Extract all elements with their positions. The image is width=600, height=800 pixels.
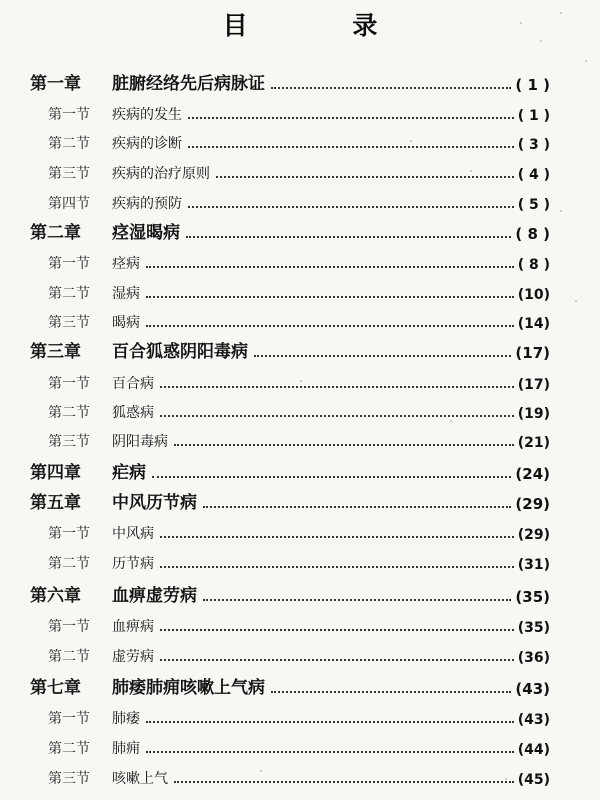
page-number: (21) xyxy=(517,435,550,451)
chapter-name: 疟病 xyxy=(112,463,146,483)
toc-section-row xyxy=(48,702,550,728)
section-name: 虚劳病 xyxy=(112,649,154,665)
chapter-name: 血痹虚劳病 xyxy=(112,586,197,606)
chapter-label: 第五章 xyxy=(30,493,81,513)
section-label: 第二节 xyxy=(48,405,90,421)
section-name: 狐惑病 xyxy=(112,405,154,421)
page-number: ( 3 ) xyxy=(517,137,550,153)
toc-section-row xyxy=(48,127,550,153)
scan-speck xyxy=(540,40,542,42)
chapter-label: 第六章 xyxy=(30,586,81,606)
page-number: (45) xyxy=(517,772,550,788)
section-label: 第三节 xyxy=(48,434,90,450)
scan-speck xyxy=(450,420,452,422)
dot-leader xyxy=(152,475,511,478)
toc-section-row xyxy=(48,247,550,273)
dot-leader xyxy=(160,385,514,388)
dot-leader xyxy=(146,295,514,298)
page-number: (17) xyxy=(515,344,550,362)
section-name: 疾病的预防 xyxy=(112,196,182,212)
section-label: 第二节 xyxy=(48,136,90,152)
toc-section-row xyxy=(48,367,550,393)
dot-leader xyxy=(188,205,514,208)
dot-leader xyxy=(271,86,511,89)
section-name: 百合病 xyxy=(112,376,154,392)
scan-speck xyxy=(470,170,472,172)
page-number: (35) xyxy=(517,620,550,636)
section-label: 第三节 xyxy=(48,166,90,182)
dot-leader xyxy=(271,690,511,693)
page-number: (35) xyxy=(515,588,550,606)
dot-leader xyxy=(160,565,514,568)
scan-speck xyxy=(300,380,302,382)
page-number: (31) xyxy=(517,557,550,573)
section-name: 疾病的诊断 xyxy=(112,136,182,152)
dot-leader xyxy=(160,414,514,417)
dot-leader xyxy=(188,116,514,119)
dot-leader xyxy=(186,235,511,238)
section-label: 第三节 xyxy=(48,315,90,331)
page-number: ( 1 ) xyxy=(517,108,550,124)
toc-section-row xyxy=(48,640,550,666)
section-label: 第一节 xyxy=(48,619,90,635)
page-number: (36) xyxy=(517,650,550,666)
page-number: ( 1 ) xyxy=(515,76,550,94)
scan-speck xyxy=(560,210,562,212)
section-name: 痉病 xyxy=(112,256,140,272)
page-number: (43) xyxy=(517,712,550,728)
toc-section-row xyxy=(48,610,550,636)
page-number: ( 8 ) xyxy=(517,257,550,273)
dot-leader xyxy=(160,535,514,538)
section-name: 疾病的治疗原则 xyxy=(112,166,210,182)
toc-section-row xyxy=(48,277,550,303)
page-number: ( 4 ) xyxy=(517,167,550,183)
dot-leader xyxy=(146,265,514,268)
toc-chapter-row xyxy=(30,68,550,94)
page-title: 目 录 xyxy=(222,11,426,40)
chapter-name: 中风历节病 xyxy=(112,493,197,513)
chapter-label: 第四章 xyxy=(30,463,81,483)
toc-chapter-row xyxy=(30,217,550,243)
section-name: 疾病的发生 xyxy=(112,107,182,123)
section-name: 中风病 xyxy=(112,526,154,542)
page-number: ( 8 ) xyxy=(515,225,550,243)
dot-leader xyxy=(203,598,511,601)
chapter-label: 第三章 xyxy=(30,342,81,362)
toc-section-row xyxy=(48,425,550,451)
page-number: (19) xyxy=(517,406,550,422)
dot-leader xyxy=(146,750,514,753)
toc-section-row xyxy=(48,396,550,422)
section-name: 湿病 xyxy=(112,286,140,302)
page-number: (10) xyxy=(517,287,550,303)
chapter-name: 百合狐惑阴阳毒病 xyxy=(112,342,248,362)
section-label: 第二节 xyxy=(48,649,90,665)
chapter-name: 肺痿肺痈咳嗽上气病 xyxy=(112,678,265,698)
dot-leader xyxy=(254,354,511,357)
section-name: 历节病 xyxy=(112,556,154,572)
section-label: 第一节 xyxy=(48,711,90,727)
section-label: 第二节 xyxy=(48,286,90,302)
section-name: 阴阳毒病 xyxy=(112,434,168,450)
page-number: (44) xyxy=(517,742,550,758)
toc-section-row xyxy=(48,547,550,573)
toc-chapter-row xyxy=(30,457,550,483)
toc-section-row xyxy=(48,517,550,543)
scan-speck xyxy=(505,778,507,780)
dot-leader xyxy=(216,175,514,178)
dot-leader xyxy=(174,780,514,783)
page-number: (29) xyxy=(517,527,550,543)
chapter-label: 第二章 xyxy=(30,223,81,243)
page-number: (17) xyxy=(517,377,550,393)
page-number: (24) xyxy=(515,465,550,483)
page-number: ( 5 ) xyxy=(517,197,550,213)
toc-section-row xyxy=(48,157,550,183)
section-label: 第一节 xyxy=(48,107,90,123)
scan-speck xyxy=(260,770,262,772)
scan-speck xyxy=(575,300,577,302)
toc-section-row xyxy=(48,732,550,758)
section-label: 第四节 xyxy=(48,196,90,212)
dot-leader xyxy=(160,628,514,631)
toc-section-row xyxy=(48,187,550,213)
section-label: 第三节 xyxy=(48,771,90,787)
scan-speck xyxy=(410,140,412,142)
dot-leader xyxy=(174,443,514,446)
dot-leader xyxy=(160,658,514,661)
chapter-name: 痉湿暍病 xyxy=(112,223,180,243)
page-number: (14) xyxy=(517,316,550,332)
section-name: 肺痿 xyxy=(112,711,140,727)
section-name: 血痹病 xyxy=(112,619,154,635)
section-name: 暍病 xyxy=(112,315,140,331)
dot-leader xyxy=(203,505,511,508)
scan-speck xyxy=(520,22,522,24)
section-label: 第一节 xyxy=(48,256,90,272)
toc-chapter-row xyxy=(30,336,550,362)
section-label: 第一节 xyxy=(48,376,90,392)
toc-section-row xyxy=(48,98,550,124)
toc-chapter-row xyxy=(30,580,550,606)
dot-leader xyxy=(146,720,514,723)
page-number: (43) xyxy=(515,680,550,698)
section-label: 第一节 xyxy=(48,526,90,542)
toc-chapter-row xyxy=(30,672,550,698)
scan-speck xyxy=(585,60,587,62)
section-name: 肺痈 xyxy=(112,741,140,757)
dot-leader xyxy=(146,324,514,327)
chapter-name: 脏腑经络先后病脉证 xyxy=(112,74,265,94)
chapter-label: 第七章 xyxy=(30,678,81,698)
toc-section-row xyxy=(48,306,550,332)
dot-leader xyxy=(188,145,514,148)
section-label: 第二节 xyxy=(48,741,90,757)
page-number: (29) xyxy=(515,495,550,513)
chapter-label: 第一章 xyxy=(30,74,81,94)
scan-speck xyxy=(560,12,562,14)
toc-chapter-row xyxy=(30,487,550,513)
section-label: 第二节 xyxy=(48,556,90,572)
toc-section-row xyxy=(48,762,550,788)
section-name: 咳嗽上气 xyxy=(112,771,168,787)
